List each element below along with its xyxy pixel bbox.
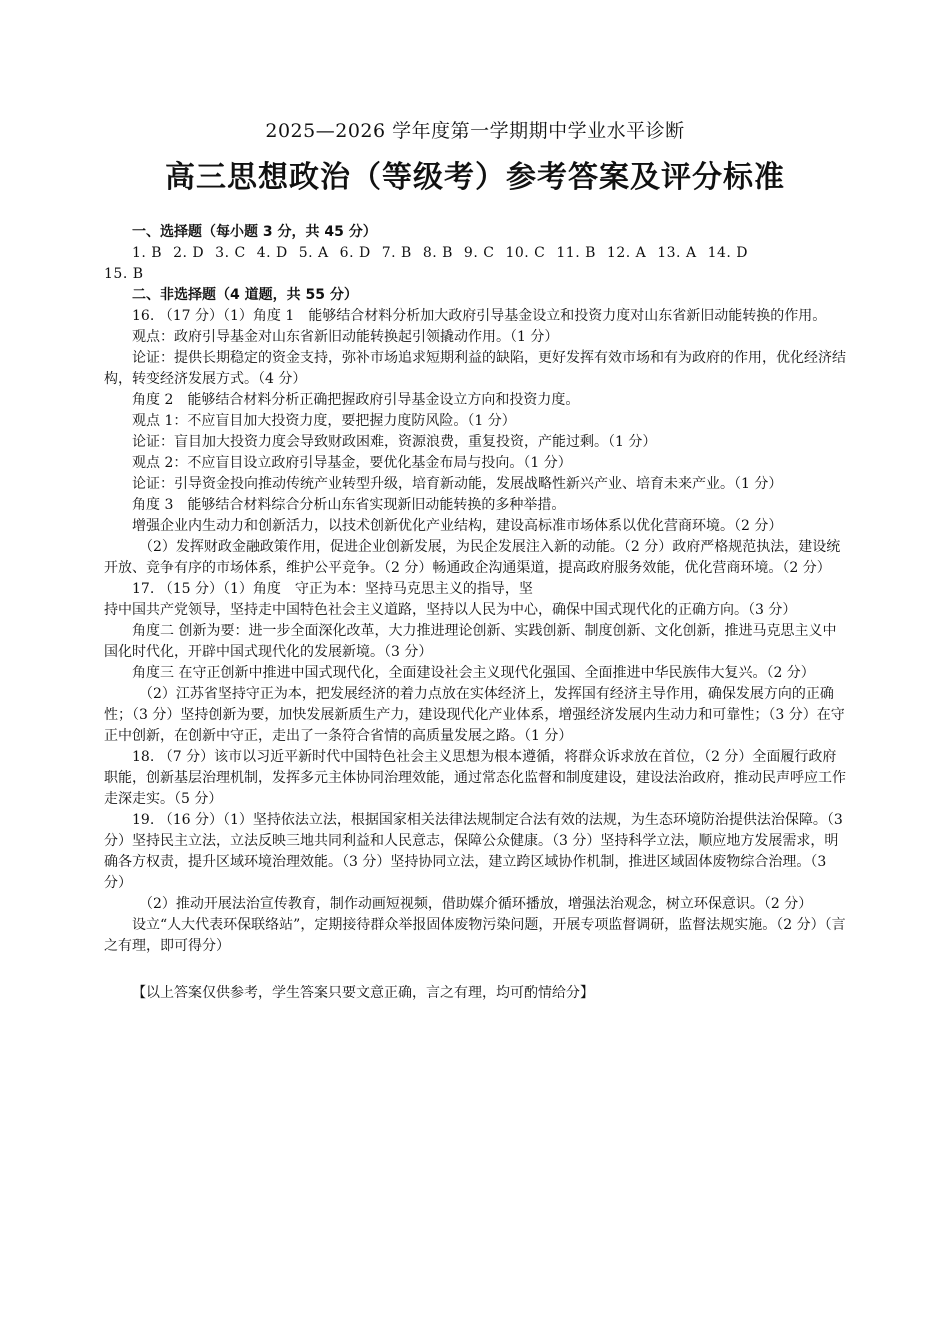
mc-answer: 8. B	[422, 245, 453, 261]
mc-answer: 15. B	[104, 266, 144, 282]
mc-answer: 3. C	[215, 245, 246, 261]
answer-paragraph: 持中国共产党领导，坚持走中国特色社会主义道路，坚持以人民为中心，确保中国式现代化的正确方向。（3 分）	[104, 602, 797, 618]
answer-paragraph: 19. （16 分）（1）坚持依法立法，根据国家相关法律法规制定合法有效的法规，为生态环境防治提供法治保障。（3 分）坚持民主立法，立法反映三地共同利益和人民意志，保障公众健康。（3 分）坚持科学立法，顺应地方发展需求，明确各方权责，提升区域环境治理效能。（3 分）坚持协同立法，建立跨区域协作机制，推进区域固体废物综合治理。（3 分）	[104, 812, 843, 891]
section-1-title: 一、选择题（每小题 3 分，共 45 分）	[132, 224, 377, 240]
answer-paragraph: 18. （7 分）该市以习近平新时代中国特色社会主义思想为根本遵循，将群众诉求放在首位，（2 分）全面履行政府职能，创新基层治理机制，发挥多元主体协同治理效能，通过常态化监督和制度建设，建设法治政府，推动民声呼应工作走深走实。（5 分）	[104, 749, 846, 807]
answer-paragraph: （2）推动开展法治宣传教育，制作动画短视频，借助媒介循环播放，增强法治观念，树立环保意识。（2 分）	[139, 896, 813, 912]
answer-paragraph: （2）江苏省坚持守正为本，把发展经济的着力点放在实体经济上，发挥国有经济主导作用，确保发展方向的正确性；（3 分）坚持创新为要，加快发展新质生产力，建设现代化产业体系，增强经济发展内生动力和可靠性；（3 分）在守正中创新，在创新中守正，走出了一条符合省情的高质量发展之路。（1 分）	[104, 686, 845, 744]
answer-body	[104, 222, 850, 1004]
mc-answer: 9. C	[463, 245, 495, 261]
mc-answer: 12. A	[606, 245, 647, 261]
answer-paragraph: 16. （17 分）（1）角度 1 能够结合材料分析加大政府引导基金设立和投资力度对山东省新旧动能转换的作用。	[132, 308, 827, 324]
exam-term-title: 2025—2026 学年度第一学期期中学业水平诊断	[265, 120, 685, 142]
answer-paragraph: （2）发挥财政金融政策作用，促进企业创新发展，为民企发展注入新的动能。（2 分）政府严格规范执法，建设统开放、竞争有序的市场体系，维护公平竞争。（2 分）畅通政企沟通渠道，提高政府服务效能，优化营商环境。（2 分）	[104, 539, 841, 576]
answer-paragraph: 论证：提供长期稳定的资金支持，弥补市场追求短期利益的缺陷，更好发挥有效市场和有为政府的作用，优化经济结构，转变经济发展方式。（4 分）	[104, 350, 846, 387]
mc-answer: 6. D	[339, 245, 371, 261]
mc-answer: 11. B	[556, 245, 596, 261]
mc-answer: 2. D	[173, 245, 205, 261]
answer-paragraph: 设立“人大代表环保联络站”，定期接待群众举报固体废物污染问题，开展专项监督调研，监督法规实施。（2 分）（言之有理，即可得分）	[104, 917, 846, 954]
answer-paragraph: 论证：盲目加大投资力度会导致财政困难，资源浪费，重复投资，产能过剩。（1 分）	[132, 434, 657, 450]
answer-paragraph: 观点 2：不应盲目设立政府引导基金，要优化基金布局与投向。（1 分）	[132, 455, 572, 471]
answer-paragraph: 观点：政府引导基金对山东省新旧动能转换起引领撬动作用。（1 分）	[132, 329, 559, 345]
answer-paragraph: 角度三 在守正创新中推进中国式现代化，全面建设社会主义现代化强国、全面推进中华民族伟大复兴。（2 分）	[132, 665, 815, 681]
mc-answer: 14. D	[707, 245, 749, 261]
answer-paragraph: 论证：引导资金投向推动传统产业转型升级，培育新动能，发展战略性新兴产业、培育未来产业。（1 分）	[132, 476, 783, 492]
multiple-choice-answers-wrap	[104, 264, 850, 285]
answer-paragraph: 观点 1：不应盲目加大投资力度，要把握力度防风险。（1 分）	[132, 413, 516, 429]
grading-note: 【以上答案仅供参考，学生答案只要文意正确，言之有理，均可酌情给分】	[132, 985, 594, 1001]
mc-answer: 7. B	[381, 245, 412, 261]
answer-paragraph: 增强企业内生动力和创新活力，以技术创新优化产业结构，建设高标准市场体系以优化营商环境。（2 分）	[132, 518, 783, 534]
document-title: 高三思想政治（等级考）参考答案及评分标准	[165, 160, 785, 195]
multiple-choice-answers	[104, 243, 850, 264]
section-2-title: 二、非选择题（4 道题，共 55 分）	[132, 287, 358, 303]
mc-answer: 10. C	[505, 245, 546, 261]
mc-answer: 4. D	[256, 245, 288, 261]
answer-paragraph: 角度 2 能够结合材料分析正确把握政府引导基金设立方向和投资力度。	[132, 392, 580, 408]
answer-paragraph: 17. （15 分）（1）角度 守正为本：坚持马克思主义的指导，坚	[132, 581, 533, 597]
mc-answer: 13. A	[657, 245, 697, 261]
mc-answer: 1. B	[132, 245, 163, 261]
answer-paragraph: 角度 3 能够结合材料综合分析山东省实现新旧动能转换的多种举措。	[132, 497, 566, 513]
mc-answer: 5. A	[298, 245, 329, 261]
answer-paragraph: 角度二 创新为要：进一步全面深化改革，大力推进理论创新、实践创新、制度创新、文化创新，推进马克思主义中国化时代化，开辟中国式现代化的发展新境。（3 分）	[104, 623, 837, 660]
